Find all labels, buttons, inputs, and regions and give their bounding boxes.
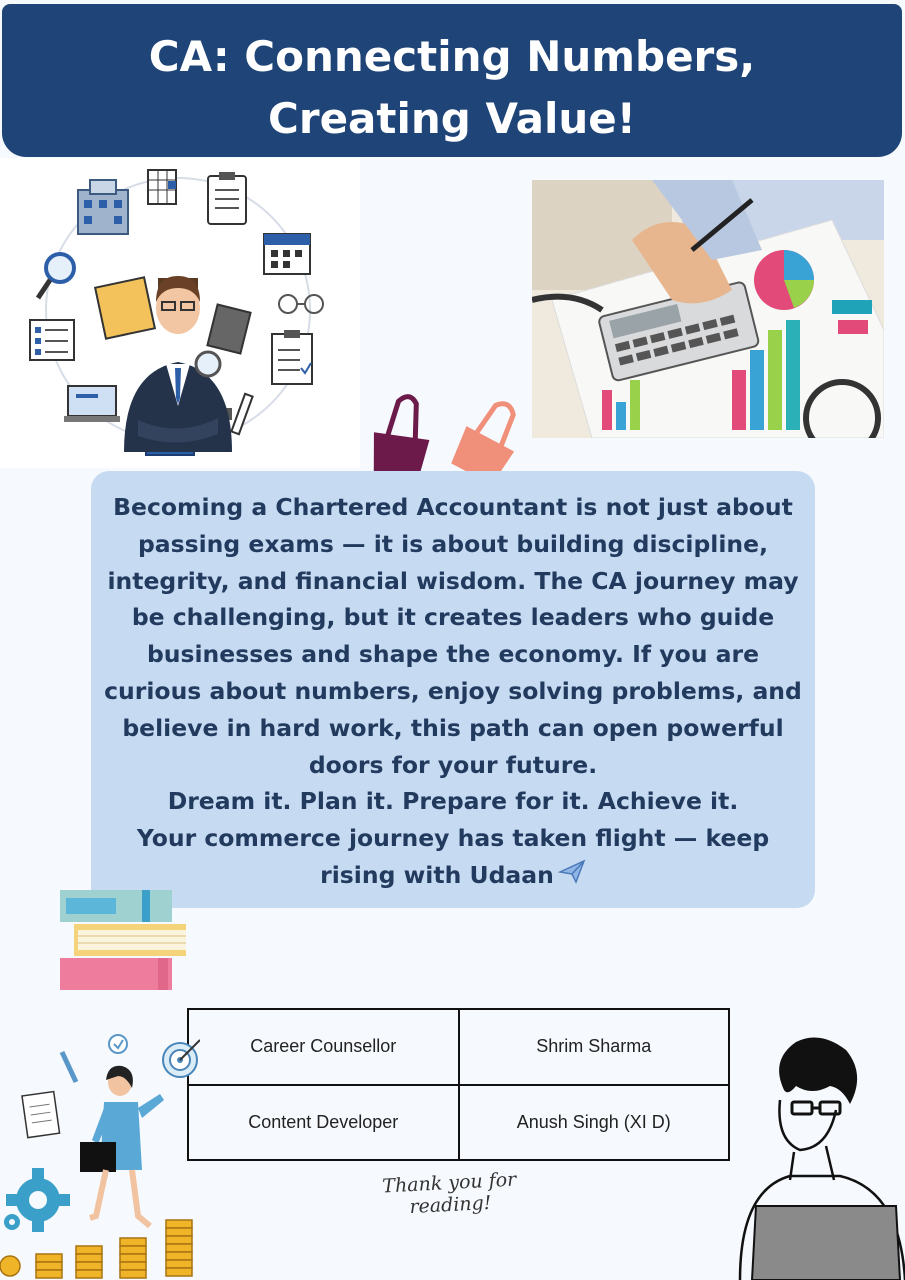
page-title: CA: Connecting Numbers, Creating Value!	[2, 4, 902, 157]
laptop-icon	[64, 386, 120, 422]
laptop-icon	[752, 1206, 900, 1280]
credit-role: Career Counsellor	[188, 1009, 459, 1085]
woman-figure	[80, 1066, 164, 1226]
message-closing-line	[99, 820, 807, 895]
message-closing: Your commerce journey has taken flight — keep rising with Udaan	[136, 824, 770, 889]
message-box	[91, 471, 815, 908]
target-icon	[163, 1040, 200, 1077]
student-with-laptop-illustration	[700, 1030, 905, 1280]
businesswoman-illustration	[0, 1030, 200, 1280]
glasses-icon	[279, 295, 323, 313]
message-paragraph: Becoming a Chartered Accountant is not just about passing exams — it is about building discipline, integrity, and financial wisdom. The CA journey may be challenging, but it creates leaders who guide businesses and shape the economy. If you are curious about numbers, enjoy solving problems, and believe in hard work, this path can open powerful doors for your future.	[104, 493, 802, 779]
clock-icon	[109, 1035, 127, 1053]
table-row	[188, 1009, 729, 1085]
finance-photo-graphic	[532, 180, 884, 438]
form-icon	[30, 320, 74, 360]
accountant-figure	[95, 276, 250, 452]
clipboard-icon	[208, 172, 246, 224]
magnifier-icon	[38, 254, 74, 298]
calculator-photo	[532, 180, 884, 438]
purple-binder-clip-icon	[368, 393, 435, 484]
credits-table	[187, 1008, 730, 1161]
building-icon	[78, 180, 128, 234]
credit-name: Anush Singh (XI D)	[459, 1085, 730, 1161]
thank-you-note: Thank you for reading!	[381, 1168, 517, 1219]
credit-role: Content Developer	[188, 1085, 459, 1161]
airplane-icon	[558, 858, 586, 895]
spreadsheet-icon	[148, 170, 176, 204]
accountant-graphic	[0, 158, 360, 468]
message-motto: Dream it. Plan it. Prepare for it. Achieve it.	[167, 787, 739, 816]
glasses-icon	[792, 1102, 840, 1114]
calendar-icon	[264, 234, 310, 274]
clipboard-icon	[22, 1092, 60, 1138]
accountant-illustration	[0, 158, 360, 468]
checklist-icon	[272, 330, 312, 384]
small-gear-icon	[4, 1214, 20, 1230]
pen-icon	[62, 1052, 76, 1082]
coins-stack-icon	[0, 1220, 192, 1278]
credit-name: Shrim Sharma	[459, 1009, 730, 1085]
books-stack-icon	[58, 888, 190, 994]
table-row	[188, 1085, 729, 1161]
